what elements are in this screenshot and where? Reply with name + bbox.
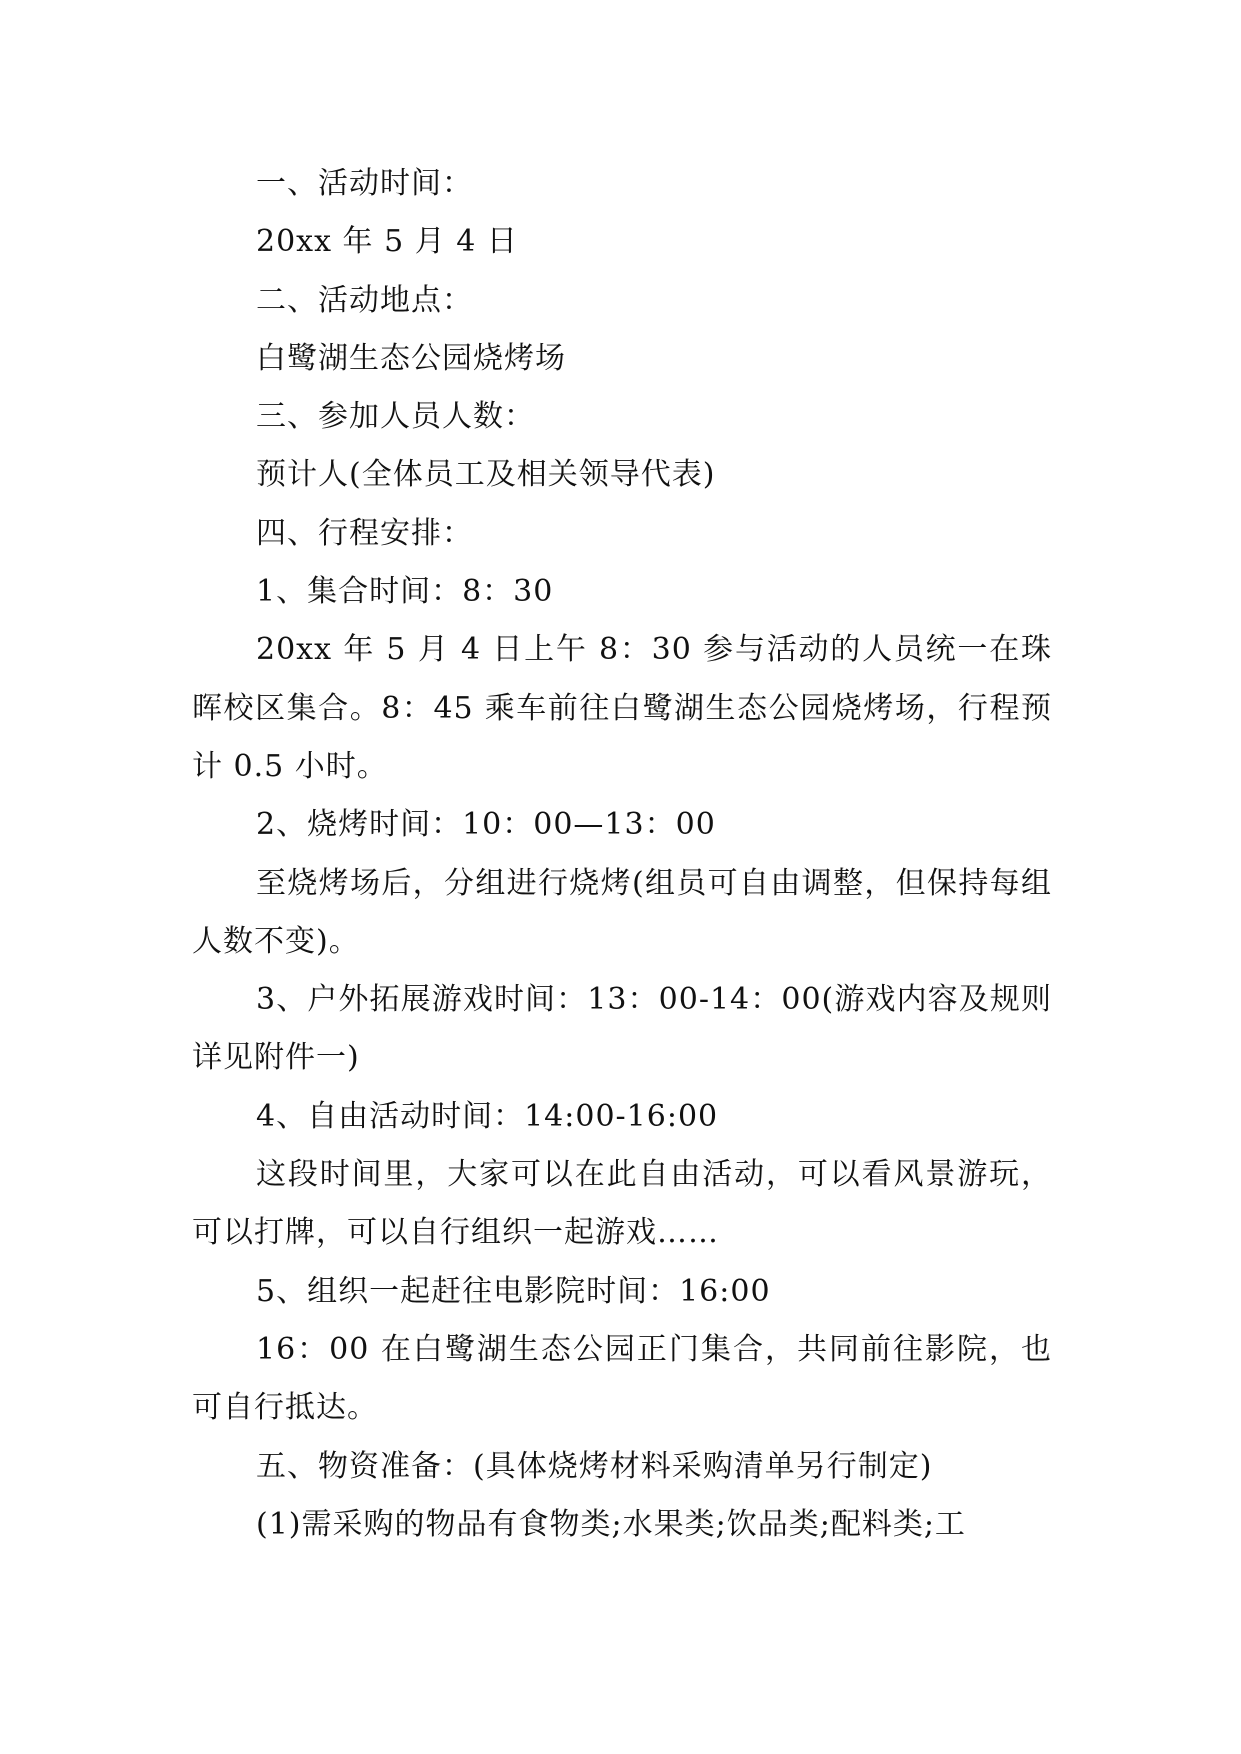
heading-supplies: 五、物资准备：(具体烧烤材料采购清单另行制定) (256, 1448, 933, 1484)
schedule-item-cinema: 5、组织一起赶往电影院时间：16:00 (256, 1273, 771, 1309)
activity-location: 白鹭湖生态公园烧烤场 (256, 340, 566, 376)
free-time-detail: 这段时间里，大家可以在此自由活动，可以看风景游玩，可以打牌，可以自行组织一起游戏…… (192, 1157, 1052, 1251)
schedule-item-barbecue: 2、烧烤时间：10：00—13：00 (256, 807, 716, 843)
activity-date: 20xx 年 5 月 4 日 (256, 224, 518, 260)
schedule-item-free-time: 4、自由活动时间：14:00-16:00 (256, 1098, 719, 1134)
heading-schedule: 四、行程安排： (256, 515, 473, 551)
gathering-detail: 20xx 年 5 月 4 日上午 8：30 参与活动的人员统一在珠晖校区集合。8：45 乘车前往白鹭湖生态公园烧烤场，行程预计 0.5 小时。 (192, 632, 1052, 784)
schedule-item-gathering: 1、集合时间：8：30 (256, 574, 554, 610)
heading-participants: 三、参加人员人数： (256, 399, 535, 435)
document-body (192, 155, 1052, 1554)
participants-detail: 预计人(全体员工及相关领导代表) (256, 457, 716, 493)
heading-activity-time: 一、活动时间： (256, 166, 473, 201)
supplies-item-1: (1)需采购的物品有食物类;水果类;饮品类;配料类;工 (256, 1506, 966, 1542)
barbecue-detail: 至烧烤场后，分组进行烧烤(组员可自由调整，但保持每组人数不变)。 (192, 865, 1052, 959)
cinema-detail: 16：00 在白鹭湖生态公园正门集合，共同前往影院，也可自行抵达。 (192, 1331, 1052, 1426)
schedule-item-outdoor-games: 3、户外拓展游戏时间：13：00-14：00(游戏内容及规则详见附件一) (192, 982, 1052, 1076)
heading-activity-location: 二、活动地点： (256, 282, 473, 318)
